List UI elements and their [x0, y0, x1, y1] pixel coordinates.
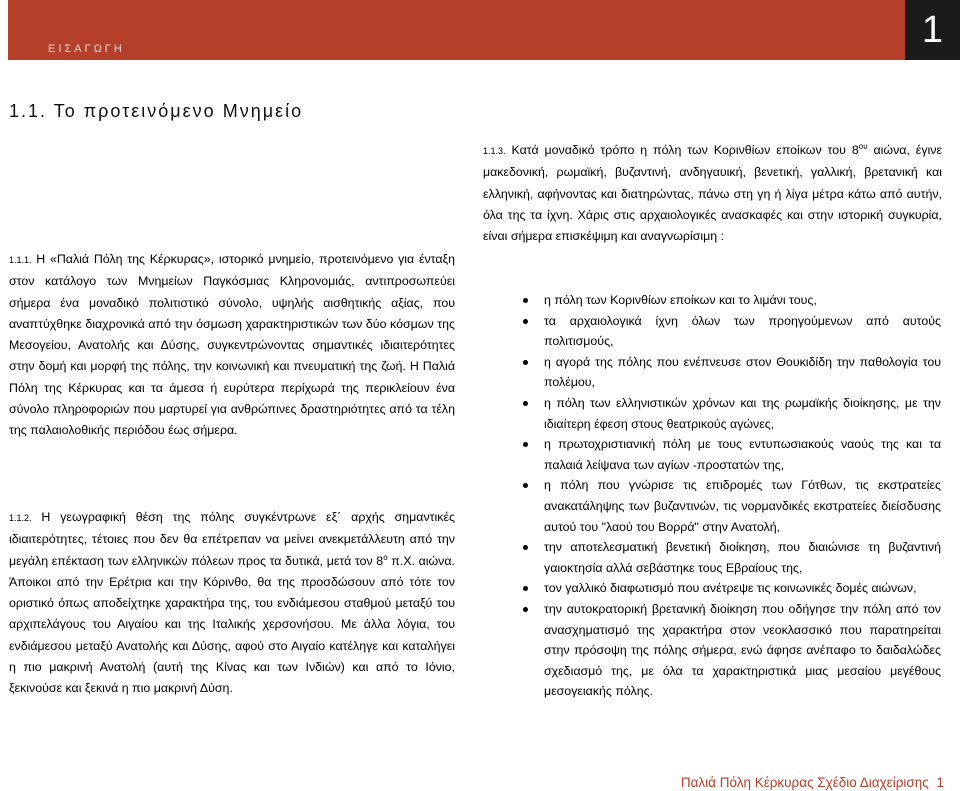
bullet-icon — [523, 483, 528, 488]
list-item: η αγορά της πόλης που ενέπνευσε στον Θουκιδίδη την παθολογία του πολέμου, — [519, 352, 941, 393]
bullet-list — [519, 290, 941, 702]
paragraph-text-cont: αιώνα, έγινε μακεδονική, ρωμαϊκή, βυζαντινή, ανδηγαυική, βενετική, γαλλική, βρετανική και ελληνική, αφήνοντας και διατηρώντας, πάνω στη γη ή λίγα μέτρα κάτω από αυτήν, όλα της τα ίχνη. Χάρις στις αρχαιολογικές ανασκαφές και στην ιστορική συγκυρία, είναι σήμερα επισκέψιμη και αναγνωρίσιμη : — [483, 143, 942, 244]
list-item: τα αρχαιολογικά ίχνη όλων των προηγούμενων από αυτούς πολιτισμούς, — [519, 311, 941, 352]
chapter-number-box: 1 — [905, 0, 960, 60]
bullet-icon — [523, 360, 528, 365]
paragraph-1-1-3 — [483, 140, 942, 247]
paragraph-text: Η γεωγραφική θέση της πόλης συγκέντρωνε εξ΄ αρχής σημαντικές ιδιαιτερότητες, τέτοιες που δεν θα επέτρεπαν να μείνει ανεκμετάλλευτη από την μεγάλη επέκταση των ελληνικών πόλεων προς τα δυτικά, μετά τον 8 — [9, 510, 455, 568]
footer-title: Παλιά Πόλη Κέρκυρας Σχέδιο Διαχείρισης — [680, 775, 929, 790]
page-footer — [677, 775, 944, 790]
bullet-icon — [523, 607, 528, 612]
header-band — [8, 0, 905, 60]
superscript: ο — [383, 552, 388, 562]
bullet-icon — [523, 401, 528, 406]
paragraph-text: Κατά μοναδικό τρόπο η πόλη των Κορινθίων εποίκων του 8 — [511, 143, 859, 157]
paragraph-1-1-2 — [9, 507, 455, 700]
paragraph-text-cont: π.Χ. αιώνα. Άποικοι από την Ερέτρια και την Κόρινθο, θα της προσδώσουν από τότε τον οριστικό όπως αποδείχτηκε χαρακτήρα της, του ενδιάμεσου σταθμού μεταξύ του αρχιπελάγους του Αιγαίου και της Ιταλικής χερσονήσου. Με άλλα λόγια, του ενδιάμεσου μεταξύ Ανατολής και Δύσης, αφού στο Αιγαίο κατέληγε και καταλήγει η πιο μακρινή Ανατολή (αυτή της Κίνας και των Ινδιών) και από το Ιόνιο, ξεκινούσε και ξεκινά η πιο μακρινή Δύση. — [9, 553, 455, 696]
section-title: 1.1. Το προτεινόμενο Μνημείο — [9, 101, 304, 121]
list-item: τον γαλλικό διαφωτισμό που ανέτρεψε τις κοινωνικές δομές αιώνων, — [519, 578, 941, 599]
bullet-icon — [523, 442, 528, 447]
bullet-icon — [523, 545, 528, 550]
list-item: την αυτοκρατορική βρετανική διοίκηση που οδήγησε την πόλη από τον ανασχηματισμό της χαρακτήρα στον νεοκλασσικό που παρατηρείται στην πρόσοψη της πόλης σήμερα, ενώ άφησε ανέπαφο το δαιδαλώδες σχεδιασμό της, με όλα τα χαρακτηριστικά μιας μεσαίου μεγέθους μεσογειακής πόλης. — [519, 599, 941, 702]
paragraph-number: 1.1.3. — [483, 146, 506, 156]
paragraph-1-1-1 — [9, 249, 455, 442]
list-item: η πρωτοχριστιανική πόλη με τους εντυπωσιακούς ναούς της και τα παλαιά λείψανα των αγίων -προστατών της, — [519, 434, 941, 475]
list-item: η πόλη των ελληνιστικών χρόνων και της ρωμαϊκής διοίκησης, με την ιδιαίτερη έφεση στους θεατρικούς αγώνες, — [519, 393, 941, 434]
bullet-icon — [523, 319, 528, 324]
paragraph-text: Η «Παλιά Πόλη της Κέρκυρας», ιστορικό μνημείο, προτεινόμενο για ένταξη στον κατάλογο των Μνημείων Παγκόσμιας Κληρονομιάς, αντιπροσωπεύει σήμερα ένα μοναδικό πολιτιστικό σύνολο, υψηλής αισθητικής αξίας, που αναπτύχθηκε διαχρονικά από την όσμωση χαρακτηριστικών των δύο κόσμων της Μεσογείου, Ανατολής και Δύσης, συγκεντρώνοντας σημαντικές ιδιαιτερότητες στην δομή και μορφή της πόλης, την κοινωνική και πνευματική της ζωή. Η Παλιά Πόλη της Κέρκυρας και τα άμεσα ή ευρύτερα περίχωρά της περικλείουν ένα σύνολο πληροφοριών που μαρτυρεί για ανθρώπινες δραστηριότητες από τα τέλη της παλαιολοθικής περιόδου έως σήμερα. — [9, 252, 455, 438]
bullet-icon — [523, 298, 528, 303]
paragraph-number: 1.1.1. — [9, 255, 32, 265]
bullet-icon — [523, 586, 528, 591]
superscript: ου — [858, 141, 868, 151]
list-item: η πόλη των Κορινθίων εποίκων και το λιμάνι τους, — [519, 290, 941, 311]
list-item: την αποτελεσματική βενετική διοίκηση, που διαιώνισε τη βυζαντινή γαιοκτησία αλλά σεβάστηκε τους Εβραίους της, — [519, 537, 941, 578]
paragraph-number: 1.1.2. — [9, 513, 32, 523]
page-number: 1 — [936, 775, 944, 790]
list-item: η πόλη που γνώρισε τις επιδρομές των Γότθων, τις εκστρατείες ανακατάληψης των βυζαντινών, τις νορμανδικές εκστρατείες διείσδυσης αυτού του "λαού του Βορρά" στην Ανατολή, — [519, 475, 941, 537]
section-label: ΕΙΣΑΓΩΓΗ — [48, 43, 125, 55]
